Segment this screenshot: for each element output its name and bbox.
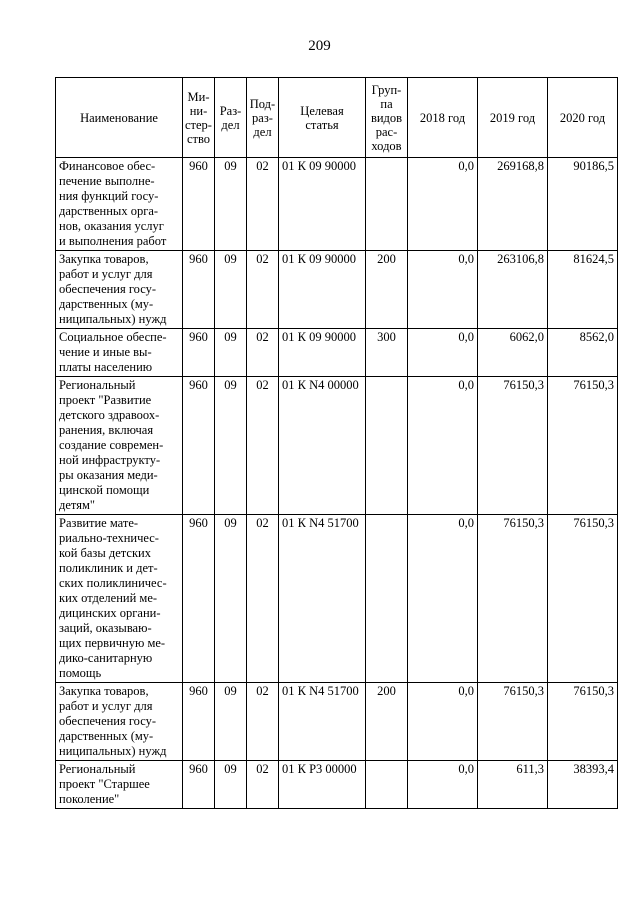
cell-target: 01 К 09 90000: [279, 158, 366, 251]
table-row: [56, 377, 618, 515]
table-row: [56, 158, 618, 251]
header-section: Раз- дел: [215, 78, 247, 158]
page-number: 209: [308, 38, 331, 54]
cell-ministry: 960: [183, 377, 215, 515]
cell-section: 09: [215, 377, 247, 515]
cell-group: 200: [366, 683, 408, 761]
cell-target: 01 К N4 51700: [279, 683, 366, 761]
cell-2019: 263106,8: [478, 251, 548, 329]
cell-subsection: 02: [247, 251, 279, 329]
cell-ministry: 960: [183, 329, 215, 377]
header-ministry: Ми- ни- стер- ство: [183, 78, 215, 158]
cell-group: [366, 515, 408, 683]
cell-section: 09: [215, 329, 247, 377]
cell-2020: 90186,5: [548, 158, 618, 251]
header-2020: 2020 год: [548, 78, 618, 158]
cell-subsection: 02: [247, 683, 279, 761]
cell-group: 300: [366, 329, 408, 377]
cell-group: [366, 761, 408, 809]
cell-2019: 6062,0: [478, 329, 548, 377]
header-group: Груп- па видов рас- ходов: [366, 78, 408, 158]
table-row: [56, 761, 618, 809]
cell-target: 01 К N4 00000: [279, 377, 366, 515]
cell-2020: 81624,5: [548, 251, 618, 329]
table-row: [56, 683, 618, 761]
cell-2018: 0,0: [408, 329, 478, 377]
table-row: [56, 329, 618, 377]
header-2018: 2018 год: [408, 78, 478, 158]
cell-2019: 76150,3: [478, 515, 548, 683]
cell-name: Финансовое обес- печение выполне- ния функций госу- дарственных орга- нов, оказания услуг и выполнения работ: [56, 158, 183, 251]
cell-subsection: 02: [247, 515, 279, 683]
cell-section: 09: [215, 683, 247, 761]
cell-name: Закупка товаров, работ и услуг для обеспечения госу- дарственных (му- ниципальных) нужд: [56, 251, 183, 329]
cell-2018: 0,0: [408, 158, 478, 251]
cell-2020: 76150,3: [548, 515, 618, 683]
cell-2018: 0,0: [408, 251, 478, 329]
cell-ministry: 960: [183, 683, 215, 761]
cell-target: 01 К N4 51700: [279, 515, 366, 683]
cell-subsection: 02: [247, 329, 279, 377]
cell-ministry: 960: [183, 158, 215, 251]
budget-table: [55, 77, 618, 809]
cell-ministry: 960: [183, 761, 215, 809]
header-name: Наименование: [56, 78, 183, 158]
cell-subsection: 02: [247, 377, 279, 515]
cell-2019: 269168,8: [478, 158, 548, 251]
cell-2018: 0,0: [408, 515, 478, 683]
header-target: Целевая статья: [279, 78, 366, 158]
cell-section: 09: [215, 515, 247, 683]
cell-name: Закупка товаров, работ и услуг для обеспечения госу- дарственных (му- ниципальных) нужд: [56, 683, 183, 761]
cell-2020: 76150,3: [548, 377, 618, 515]
cell-section: 09: [215, 761, 247, 809]
header-subsection: Под- раз- дел: [247, 78, 279, 158]
cell-2019: 76150,3: [478, 377, 548, 515]
cell-target: 01 К P3 00000: [279, 761, 366, 809]
cell-subsection: 02: [247, 158, 279, 251]
cell-name: Развитие мате- риально-техничес- кой базы детских поликлиник и дет- ских поликлиничес- ких отделений ме- дицинских органи- заций, оказываю- щих первичную ме- дико-санитарную помощь: [56, 515, 183, 683]
cell-2020: 76150,3: [548, 683, 618, 761]
cell-subsection: 02: [247, 761, 279, 809]
cell-group: [366, 377, 408, 515]
cell-name: Региональный проект "Старшее поколение": [56, 761, 183, 809]
cell-2018: 0,0: [408, 377, 478, 515]
header-2019: 2019 год: [478, 78, 548, 158]
table-row: [56, 515, 618, 683]
cell-section: 09: [215, 158, 247, 251]
cell-2019: 611,3: [478, 761, 548, 809]
cell-2020: 8562,0: [548, 329, 618, 377]
cell-group: 200: [366, 251, 408, 329]
cell-2020: 38393,4: [548, 761, 618, 809]
cell-name: Социальное обеспе- чение и иные вы- платы населению: [56, 329, 183, 377]
cell-ministry: 960: [183, 515, 215, 683]
cell-ministry: 960: [183, 251, 215, 329]
header-row: [56, 78, 618, 158]
table-row: [56, 251, 618, 329]
cell-group: [366, 158, 408, 251]
cell-2018: 0,0: [408, 683, 478, 761]
cell-section: 09: [215, 251, 247, 329]
cell-2019: 76150,3: [478, 683, 548, 761]
cell-target: 01 К 09 90000: [279, 251, 366, 329]
cell-2018: 0,0: [408, 761, 478, 809]
cell-target: 01 К 09 90000: [279, 329, 366, 377]
cell-name: Региональный проект "Развитие детского здравоох- ранения, включая создание современ- ной инфраструкту- ры оказания меди- цинской помощи детям": [56, 377, 183, 515]
